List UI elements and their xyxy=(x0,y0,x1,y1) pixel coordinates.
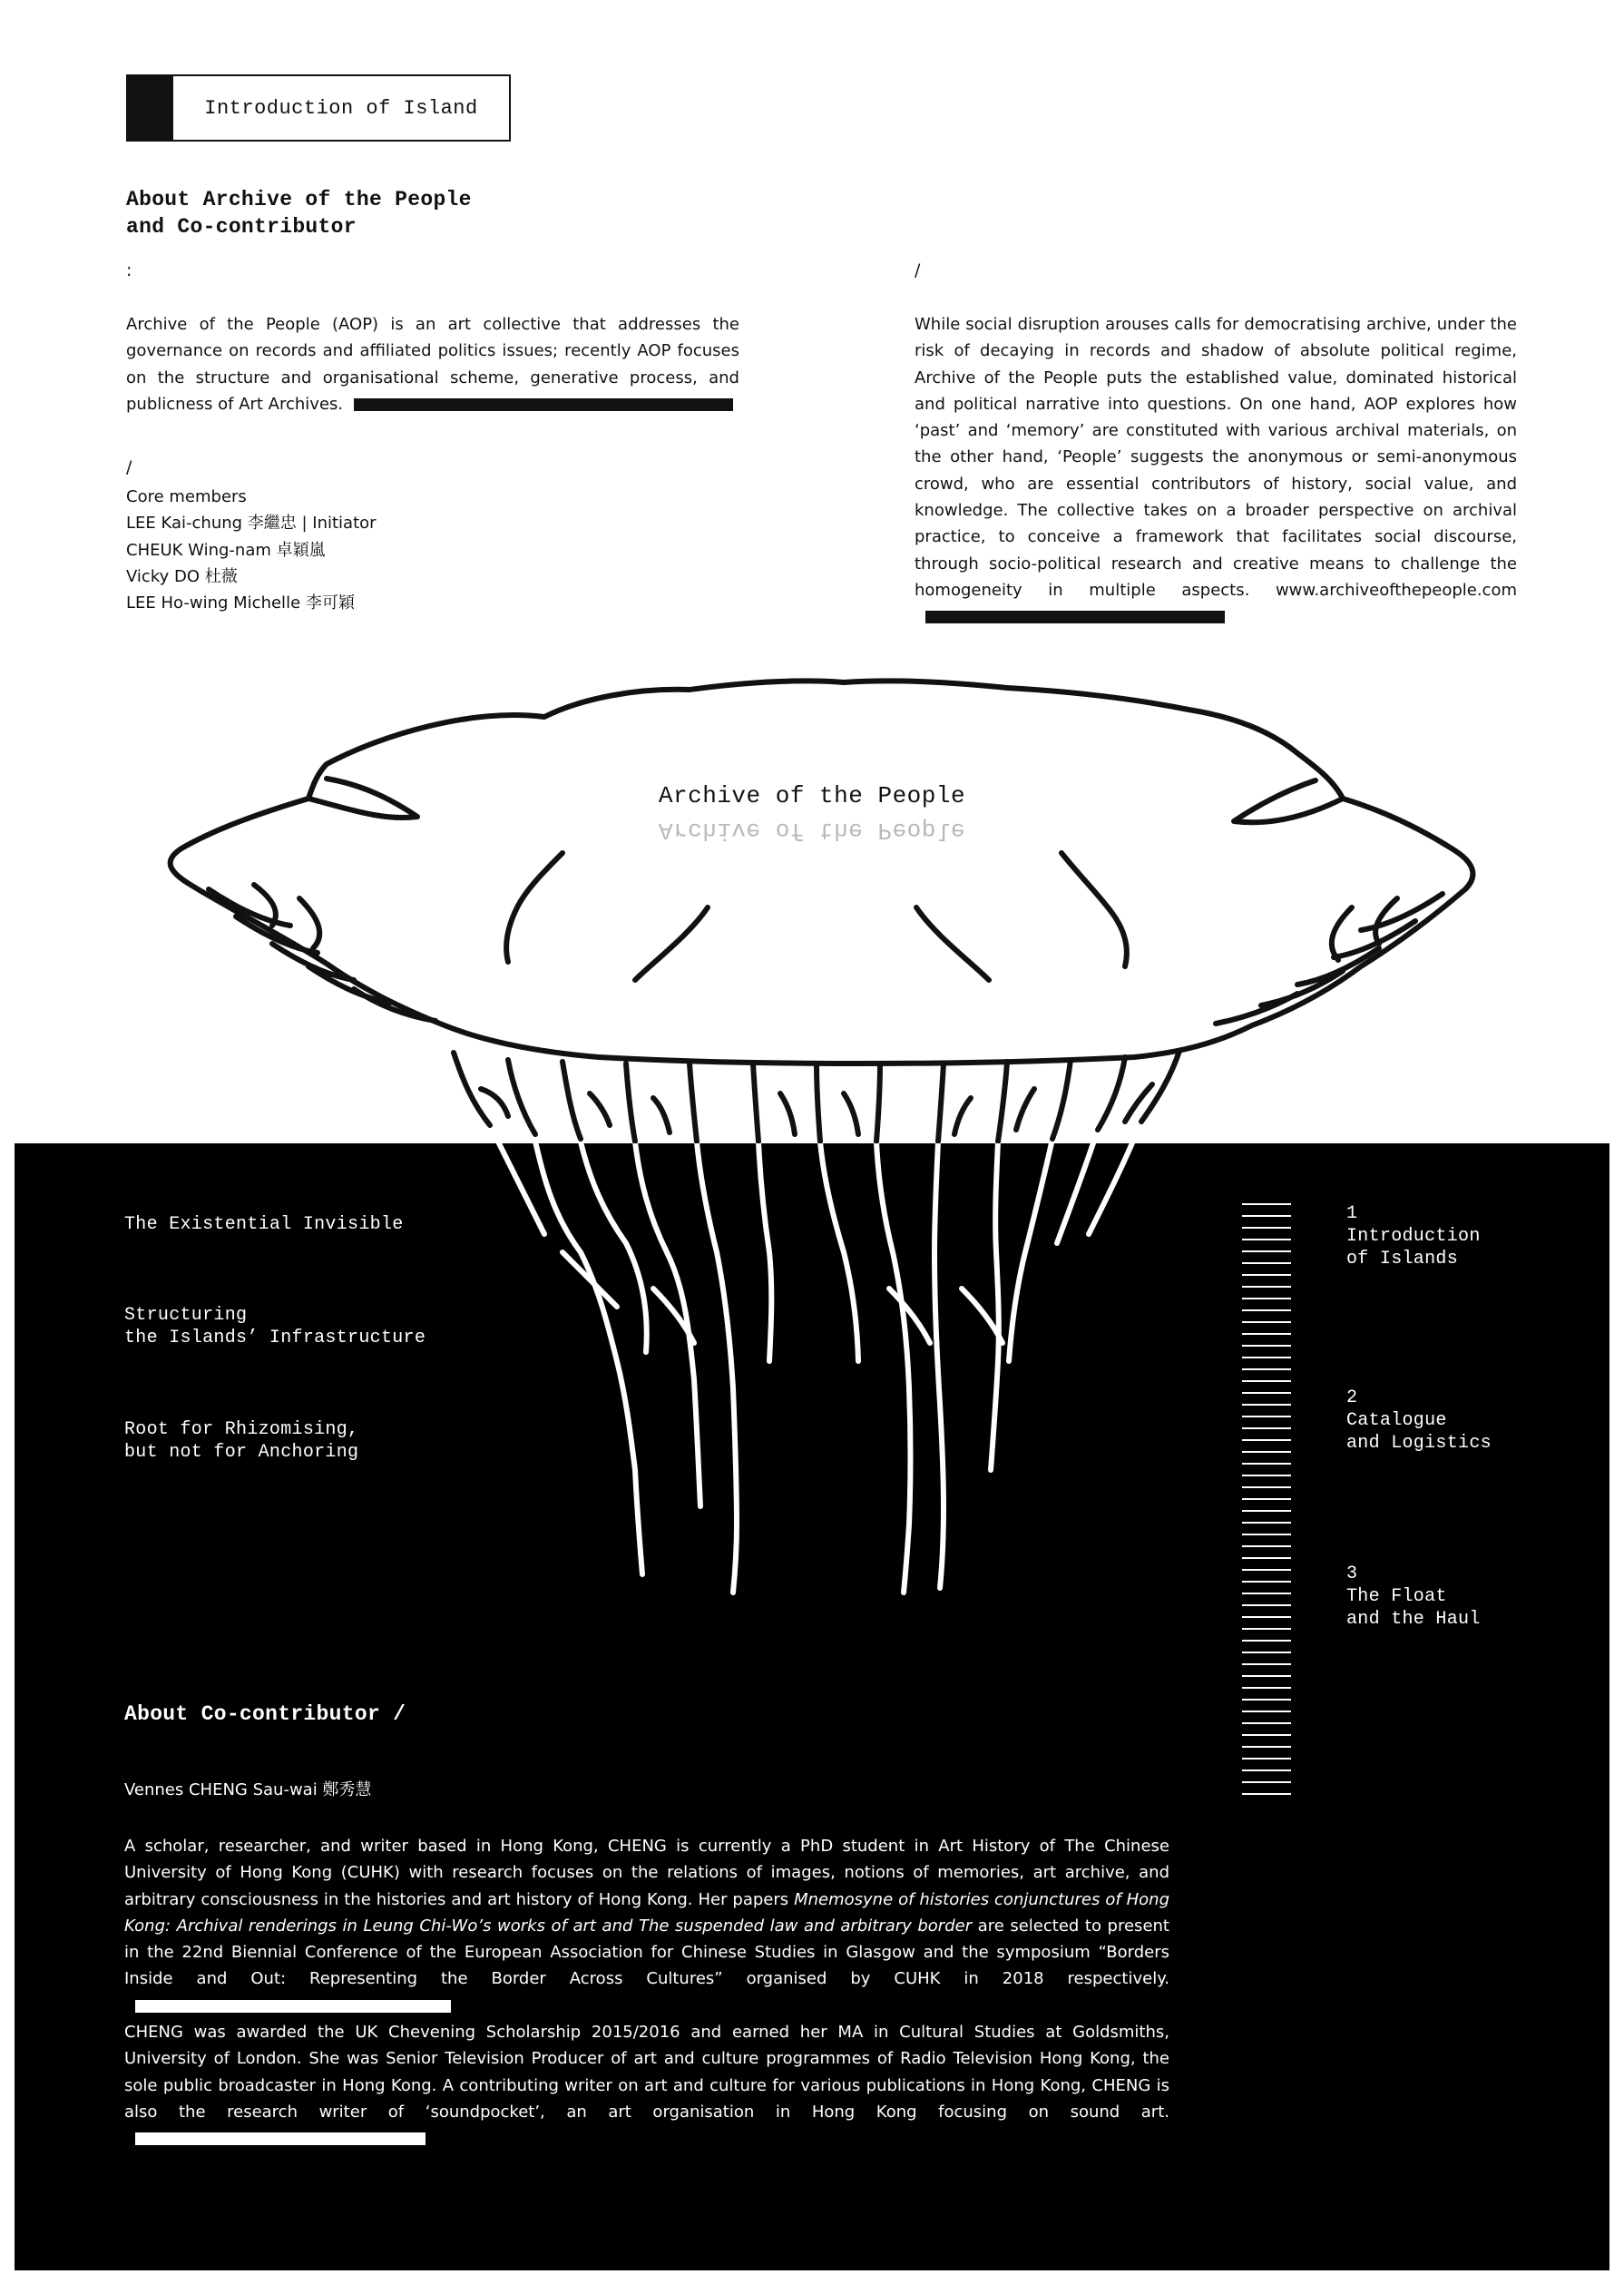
toc-item-3[interactable]: 3 The Float and the Haul xyxy=(1346,1564,1481,1630)
aop-intro-text: Archive of the People (AOP) is an art collective that addresses the governance on records and affiliated politics issues; recently AOP focuses on the structure and organisational scheme, generative process, and publicness of Art Archives. xyxy=(126,315,739,414)
right-mark: / xyxy=(915,260,921,280)
cocontributor-bio-2: CHENG was awarded the UK Chevening Scholarship 2015/2016 and earned her MA in Cultural Studies at Goldsmiths, University of London. She was Senior Television Producer of art and culture programmes of Radio Television Hong Kong, the sole public broadcaster in Hong Kong. A contributing writer on art and culture for various publications in Hong Kong, CHENG is also the research writer of ‘soundpocket’, an art organisation in Hong Kong focusing on sound art. xyxy=(124,2019,1169,2152)
members-mark: / xyxy=(126,457,132,477)
core-members-list xyxy=(126,484,377,616)
member-item: LEE Ho-wing Michelle 李可穎 xyxy=(126,593,355,613)
end-bar xyxy=(135,2132,426,2145)
about-title xyxy=(126,186,598,240)
aop-intro xyxy=(126,311,739,417)
members-heading: Core members xyxy=(126,487,247,506)
end-bar xyxy=(925,611,1225,623)
toc-ruler xyxy=(1242,1203,1291,1805)
aop-description-text: While social disruption arouses calls for democratising archive, under the risk of decaying in records and shadow of absolute political regime, Archive of the People puts the established value, dominated historical and political narrative into questions. On one hand, AOP explores how ‘past’ and ‘memory’ are constituted with various archival materials, on the other hand, ‘People’ suggests the anonymous or semi-anonymous crowd, who are essential contributors of history, social value, and knowledge. The collective takes on a broader perspective on archival practice, to conceive a framework that facilitates social discourse, through socio-political research and creative means to challenge the homogeneity in multiple aspects. www.archiveofthepeople.com xyxy=(915,315,1517,600)
about-title-line2: and Co-contributor xyxy=(126,215,357,239)
toc-item-1[interactable]: 1 Introduction of Islands xyxy=(1346,1203,1481,1269)
island-title-reflection: Archive of the People xyxy=(658,817,966,844)
end-bar xyxy=(135,2000,451,2013)
cocontributor-heading: About Co-contributor / xyxy=(124,1702,406,1726)
section-title-existential: The Existential Invisible xyxy=(124,1214,404,1235)
tag-label: Introduction of Island xyxy=(204,96,478,120)
toc-item-2[interactable]: 2 Catalogue and Logistics xyxy=(1346,1387,1492,1454)
member-item: Vicky DO 杜薇 xyxy=(126,566,238,586)
section-title-structuring: Structuring the Islands’ Infrastructure xyxy=(124,1305,426,1348)
cocontributor-name: Vennes CHENG Sau-wai 鄭秀慧 xyxy=(124,1780,372,1799)
section-title-root: Root for Rhizomising, but not for Anchoring xyxy=(124,1419,359,1463)
tag-block xyxy=(128,76,173,140)
end-bar xyxy=(354,398,733,411)
cocontributor-bio-1: A scholar, researcher, and writer based in Hong Kong, CHENG is currently a PhD student in Art History of The Chinese University of Hong Kong (CUHK) with research focuses on the relations of images, notions of memories, art archive, and arbitrary consciousness in the histories and art history of Hong Kong. Her papers Mnemosyne of histories conjunctures of Hong Kong: Archival renderings in Leung Chi-Wo’s works of art and The suspended law and arbitrary border are selected to present in the 22nd Biennial Conference of the European Association for Chinese Studies in Glasgow and the symposium “Borders Inside and Out: Representing the Border Across Cultures” organised by CUHK in 2018 respectively. xyxy=(124,1833,1169,2019)
section-tag xyxy=(126,74,511,142)
member-item: LEE Kai-chung 李繼忠 | Initiator xyxy=(126,514,377,534)
aop-description xyxy=(915,311,1517,631)
about-title-line1: About Archive of the People xyxy=(126,188,472,211)
left-mark: : xyxy=(126,260,132,280)
island-title: Archive of the People xyxy=(658,782,966,809)
member-item: CHEUK Wing-nam 卓穎嵐 xyxy=(126,540,326,560)
island-plateau-outline xyxy=(171,681,1473,1064)
